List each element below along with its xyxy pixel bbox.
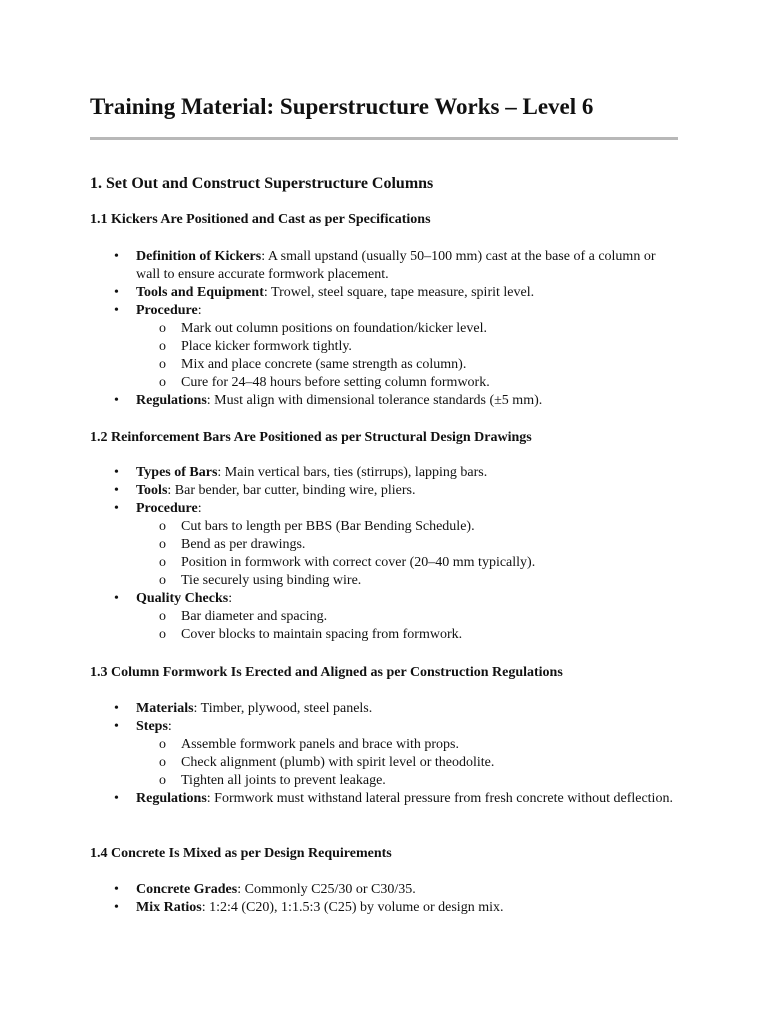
title-divider	[90, 137, 678, 140]
bullet-text: : Main vertical bars, ties (stirrups), lapping bars.	[217, 465, 488, 480]
sub-list-item: o Tighten all joints to prevent leakage.	[136, 772, 680, 790]
section-1-4-heading: 1.4 Concrete Is Mixed as per Design Requirements	[90, 846, 392, 861]
document-page	[90, 92, 680, 915]
sub-list-item: o Bend as per drawings.	[136, 536, 680, 554]
bullet-text: :	[197, 501, 202, 516]
bullet-label: Definition of Kickers	[136, 249, 262, 264]
list-item	[90, 464, 680, 482]
section-1-1-heading: 1.1 Kickers Are Positioned and Cast as per Specifications	[90, 212, 431, 227]
bullet-label: Tools and Equipment	[136, 285, 264, 300]
bullet-label: Tools	[136, 483, 168, 498]
procedure-sublist	[136, 518, 680, 590]
bullet-text: : Bar bender, bar cutter, binding wire, pliers.	[167, 483, 416, 498]
sub-list-item: o Cure for 24–48 hours before setting column formwork.	[136, 374, 680, 392]
sub-list-item: o Mix and place concrete (same strength as column).	[136, 356, 680, 374]
sub-list-item: o Assemble formwork panels and brace with props.	[136, 736, 680, 754]
bullet-label: Procedure	[136, 501, 198, 516]
list-item	[90, 590, 680, 644]
bullet-text: :	[167, 719, 172, 734]
bullet-label: Quality Checks	[136, 591, 229, 606]
list-item	[90, 284, 680, 302]
bullet-text: : Must align with dimensional tolerance standards (±5 mm).	[206, 393, 543, 408]
bullet-label: Mix Ratios	[136, 900, 202, 915]
sub-list-item: o Position in formwork with correct cover (20–40 mm typically).	[136, 554, 680, 572]
section-1-1-list	[90, 248, 680, 410]
bullet-text: :	[197, 303, 202, 318]
bullet-label: Regulations	[136, 791, 207, 806]
sub-list-item: o Check alignment (plumb) with spirit level or theodolite.	[136, 754, 680, 772]
list-item	[90, 302, 680, 392]
bullet-text: : Commonly C25/30 or C30/35.	[237, 882, 416, 897]
sub-list-item: o Tie securely using binding wire.	[136, 572, 680, 590]
list-item	[90, 248, 680, 284]
section-1-4-list	[90, 881, 680, 917]
section-1-2-list	[90, 464, 680, 644]
list-item	[90, 500, 680, 590]
list-item	[90, 482, 680, 500]
sub-list-item: o Place kicker formwork tightly.	[136, 338, 680, 356]
bullet-label: Procedure	[136, 303, 198, 318]
section-1-heading: 1. Set Out and Construct Superstructure Columns	[90, 175, 434, 192]
bullet-label: Materials	[136, 701, 194, 716]
section-1-3-heading: 1.3 Column Formwork Is Erected and Aligned as per Construction Regulations	[90, 665, 563, 680]
bullet-text: : Formwork must withstand lateral pressure from fresh concrete without deflection.	[206, 791, 673, 806]
bullet-label: Steps	[136, 719, 168, 734]
bullet-label: Concrete Grades	[136, 882, 238, 897]
steps-sublist	[136, 736, 680, 790]
bullet-label: Regulations	[136, 393, 207, 408]
bullet-text: : 1:2:4 (C20), 1:1.5:3 (C25) by volume or design mix.	[201, 900, 504, 915]
sub-list-item: o Cut bars to length per BBS (Bar Bending Schedule).	[136, 518, 680, 536]
list-item	[90, 790, 680, 808]
list-item	[90, 899, 680, 917]
list-item	[90, 700, 680, 718]
list-item	[90, 718, 680, 790]
sub-list-item: o Cover blocks to maintain spacing from formwork.	[136, 626, 680, 644]
bullet-text: : Timber, plywood, steel panels.	[193, 701, 373, 716]
bullet-text: : A small upstand (usually 50–100 mm) cast at the base of a column or wall to ensure accurate formwork placement.	[136, 249, 656, 282]
procedure-sublist	[136, 320, 680, 392]
sub-list-item: o Bar diameter and spacing.	[136, 608, 680, 626]
bullet-label: Types of Bars	[136, 465, 218, 480]
list-item	[90, 881, 680, 899]
document-title: Training Material: Superstructure Works – Level 6	[90, 94, 594, 119]
section-1-2-heading: 1.2 Reinforcement Bars Are Positioned as per Structural Design Drawings	[90, 430, 532, 445]
bullet-text: :	[228, 591, 233, 606]
bullet-text: : Trowel, steel square, tape measure, spirit level.	[263, 285, 535, 300]
list-item	[90, 392, 680, 410]
sub-list-item: o Mark out column positions on foundation/kicker level.	[136, 320, 680, 338]
section-1-3-list	[90, 700, 680, 808]
quality-checks-sublist	[136, 608, 680, 644]
